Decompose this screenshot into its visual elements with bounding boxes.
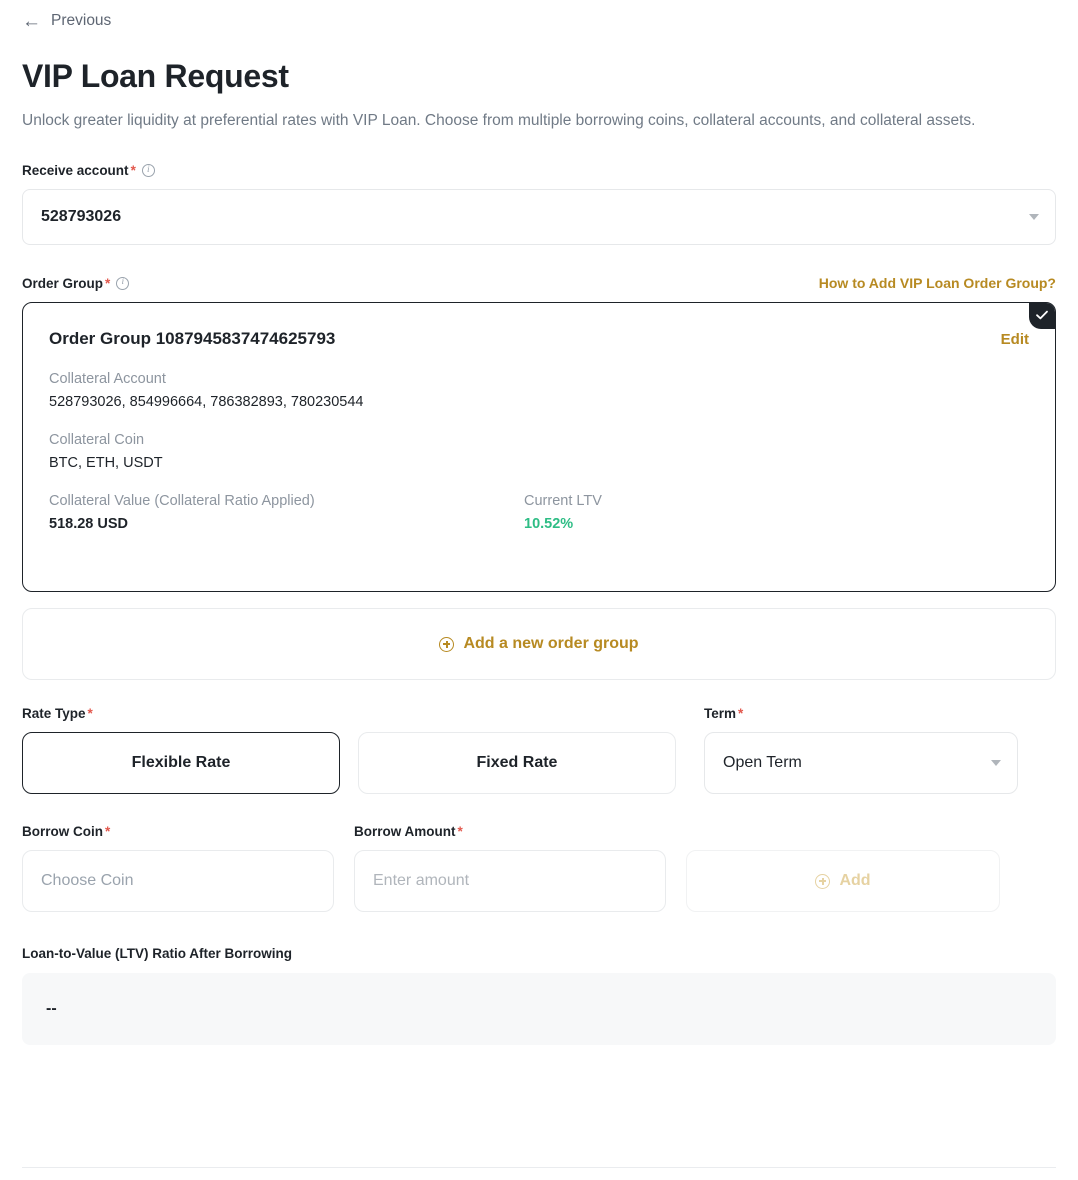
info-icon[interactable]: i [142,164,155,177]
how-to-add-order-group-link[interactable]: How to Add VIP Loan Order Group? [818,275,1056,292]
collateral-summary-row [49,493,1029,532]
required-asterisk: * [130,163,136,179]
borrow-coin-label [22,824,334,839]
term-label-text: Term [704,706,737,722]
chevron-down-icon [991,760,1001,766]
term-value: Open Term [723,754,802,772]
check-icon [1029,303,1055,329]
current-ltv-block [524,493,602,532]
ltv-after-section [22,946,1056,1045]
plus-circle-icon [439,637,454,652]
collateral-value-label: Collateral Value (Collateral Ratio Applied) [49,493,315,510]
term-select[interactable] [704,732,1018,794]
borrow-amount-label [354,824,666,839]
add-borrow-button[interactable] [686,850,1000,912]
order-group-title: Order Group 1087945837474625793 [49,329,336,349]
borrow-amount-input[interactable] [373,872,647,890]
back-label: Previous [51,12,112,29]
term-label [704,706,1018,721]
page-subtitle: Unlock greater liquidity at preferential rates with VIP Loan. Choose from multiple borrowing coins, collateral accounts, and collateral assets. [22,112,976,129]
order-group-label-text: Order Group [22,275,104,291]
required-asterisk: * [738,706,744,722]
previous-back-link[interactable] [22,0,1056,34]
bottom-divider [22,1167,1056,1168]
borrow-row [22,824,1056,912]
receive-account-value: 528793026 [41,208,122,226]
rate-type-options [22,732,694,794]
collateral-account-label: Collateral Account [49,371,166,388]
order-group-label [22,276,129,291]
receive-account-label [22,163,1056,178]
add-new-order-group-button[interactable] [22,608,1056,680]
borrow-coin-placeholder: Choose Coin [41,872,134,890]
rate-type-flexible-button[interactable]: Flexible Rate [22,732,340,794]
borrow-amount-label-text: Borrow Amount [354,824,456,840]
current-ltv-label: Current LTV [524,493,602,510]
chevron-down-icon [1029,214,1039,220]
arrow-left-icon: ← [22,10,41,32]
order-group-card-header [49,329,1029,349]
rate-type-label [22,706,694,721]
required-asterisk: * [105,275,111,291]
required-asterisk: * [457,824,463,840]
borrow-coin-label-text: Borrow Coin [22,824,103,840]
receive-account-select[interactable] [22,189,1056,245]
add-new-order-group-label: Add a new order group [463,635,639,653]
ltv-after-value-box [22,973,1056,1045]
term-group [704,706,1018,794]
rate-type-label-text: Rate Type [22,706,86,722]
borrow-coin-select[interactable] [22,850,334,912]
ltv-after-value: -- [46,1000,57,1018]
plus-circle-icon [815,874,830,889]
receive-account-label-text: Receive account [22,163,129,179]
collateral-value: 518.28 USD [49,516,128,533]
collateral-account-value: 528793026, 854996664, 786382893, 780230544 [49,394,364,411]
info-icon[interactable]: i [116,277,129,290]
collateral-coin-value: BTC, ETH, USDT [49,455,163,472]
rate-term-row [22,706,1056,794]
required-asterisk: * [105,824,111,840]
borrow-amount-group [354,824,666,912]
add-borrow-label: Add [839,872,871,890]
borrow-amount-field-wrap[interactable] [354,850,666,912]
rate-type-group [22,706,694,794]
current-ltv-value: 10.52% [524,516,574,533]
rate-type-fixed-button[interactable]: Fixed Rate [358,732,676,794]
collateral-value-block [49,493,524,532]
order-group-label-row [22,275,1056,291]
borrow-coin-group [22,824,334,912]
page-title: VIP Loan Request [22,58,289,94]
collateral-coin-label: Collateral Coin [49,432,145,449]
order-group-card[interactable] [22,302,1056,592]
required-asterisk: * [87,706,93,722]
ltv-after-label: Loan-to-Value (LTV) Ratio After Borrowing [22,946,292,962]
add-button-group [686,824,1000,912]
edit-order-group-button[interactable]: Edit [1000,331,1029,349]
